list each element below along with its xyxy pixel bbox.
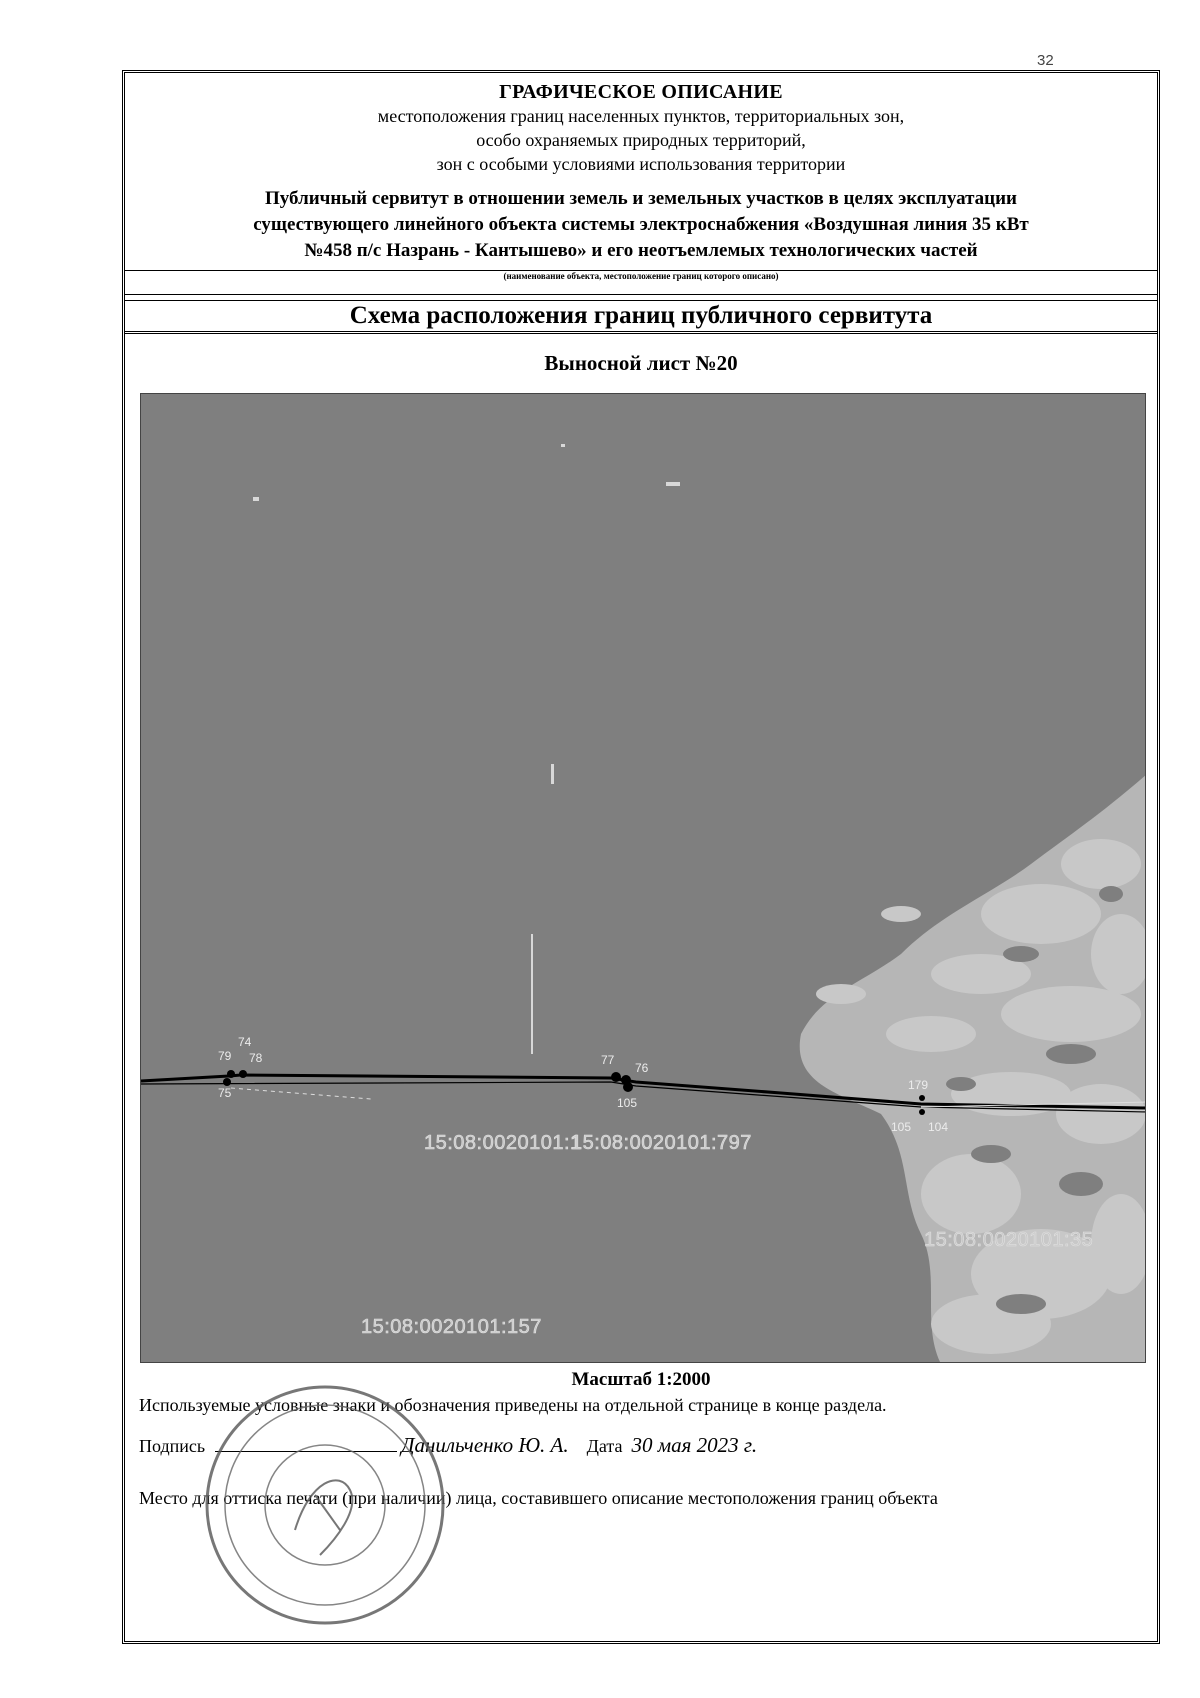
point-label: 78 xyxy=(249,1051,263,1065)
point-label: 105 xyxy=(617,1096,638,1110)
parcel-label: 15:08:0020101:157 xyxy=(361,1316,542,1338)
point-label: 76 xyxy=(635,1061,649,1075)
parcel-label: 15:08:0020101:1 xyxy=(424,1132,582,1154)
seal-note: Место для оттиска печати (при наличии) лица, составившего описание местоположения границ объекта xyxy=(139,1488,938,1508)
sheet-title: Выносной лист №20 xyxy=(544,351,738,375)
signature-label: Подпись xyxy=(139,1436,206,1456)
header-block xyxy=(125,73,1157,271)
subtitle-line-1: местоположения границ населенных пунктов, территориальных зон, xyxy=(377,106,905,126)
signer-name: Данильченко Ю. А. xyxy=(401,1433,569,1457)
point-label: 104 xyxy=(928,1120,949,1134)
map-graphics xyxy=(141,394,1146,1363)
point-label: 79 xyxy=(218,1049,232,1063)
date-label: Дата xyxy=(586,1436,623,1456)
object-caption: (наименование объекта, местоположение границ которого описано) xyxy=(503,271,779,281)
terrain-light-area xyxy=(800,774,1146,1363)
point-label: 74 xyxy=(238,1035,252,1049)
map-area xyxy=(140,393,1146,1363)
point-label: 75 xyxy=(218,1086,232,1100)
subtitle-line-2: особо охраняемых природных территорий, xyxy=(476,130,806,150)
object-line-2: существующего линейного объекта системы электроснабжения «Воздушная линия 35 кВт xyxy=(253,214,1029,235)
page-number: 32 xyxy=(1037,52,1054,69)
document-title: ГРАФИЧЕСКОЕ ОПИСАНИЕ xyxy=(499,81,783,103)
terrain-specks xyxy=(253,444,680,1054)
object-line-3: №458 п/с Назрань - Кантышево» и его неотъемлемых технологических частей xyxy=(304,240,978,261)
subtitle-line-3: зон с особыми условиями использования территории xyxy=(436,154,846,174)
point-label: 179 xyxy=(908,1078,929,1092)
parcel-label: 15:08:0020101:35 xyxy=(924,1229,1094,1251)
parcel-label: 15:08:0020101:797 xyxy=(571,1132,752,1154)
dashed-line xyxy=(231,1088,371,1099)
signature-date: 30 мая 2023 г. xyxy=(631,1433,758,1457)
legend-note: Используемые условные знаки и обозначения приведены на отдельной странице в конце раздела. xyxy=(139,1395,887,1415)
point-label: 77 xyxy=(601,1053,615,1067)
object-caption-row xyxy=(125,270,1157,295)
object-line-1: Публичный сервитут в отношении земель и земельных участков в целях эксплуатации xyxy=(265,188,1017,209)
map-scale: Масштаб 1:2000 xyxy=(571,1369,711,1390)
scheme-title: Схема расположения границ публичного сервитута xyxy=(125,300,1157,334)
point-label: 105 xyxy=(891,1120,912,1134)
cadastral-engineer-stamp xyxy=(200,1380,450,1630)
